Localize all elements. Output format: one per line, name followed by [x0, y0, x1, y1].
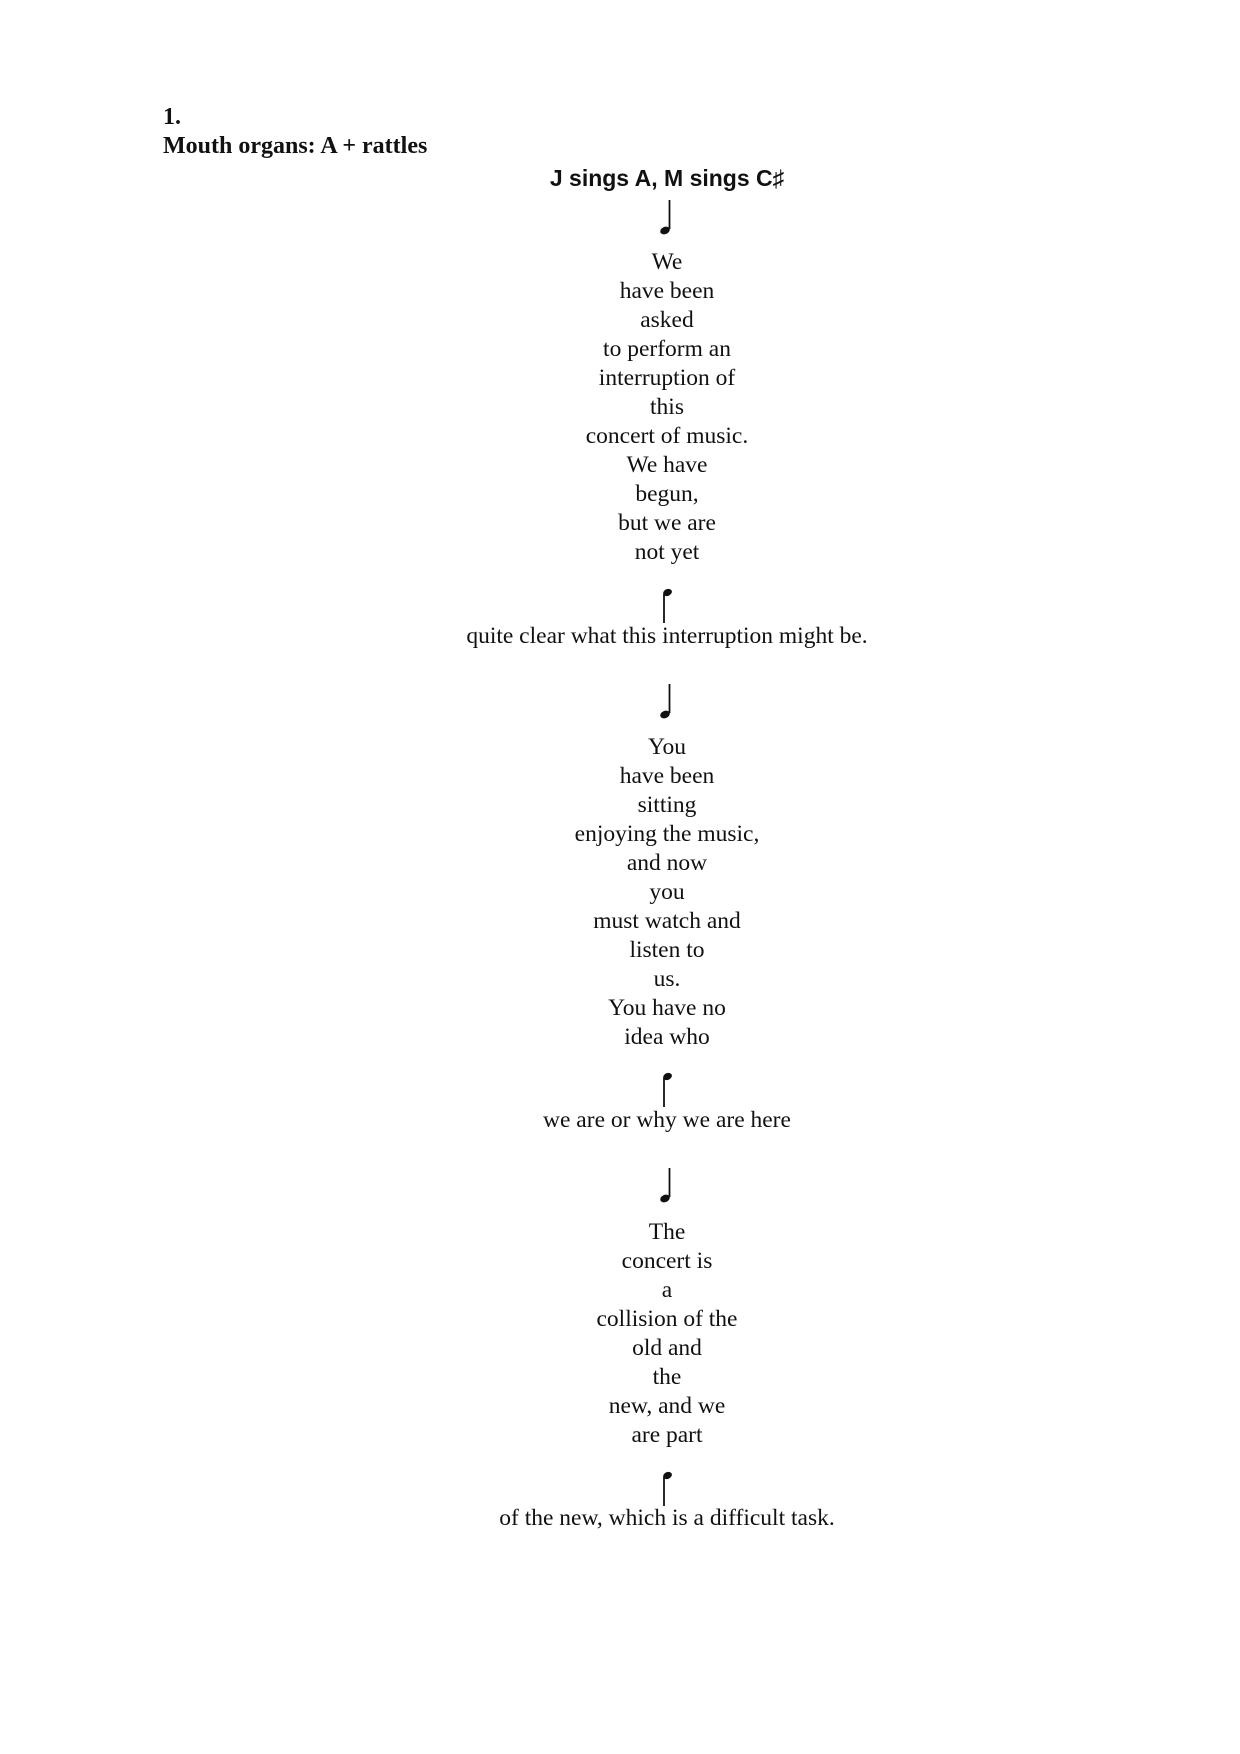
instrument-instruction: Mouth organs: A + rattles — [163, 133, 428, 159]
stanza-line: not yet — [634, 539, 700, 565]
stanza-line: asked — [640, 307, 694, 333]
stanza-line: new, and we — [608, 1393, 726, 1419]
stanza-line: enjoying the music, — [574, 821, 760, 847]
stanza-line: this — [650, 394, 684, 420]
stanza-line: concert of music. — [585, 423, 749, 449]
stanza-line: have been — [619, 763, 715, 789]
quarter-note-icon — [654, 198, 678, 238]
stanza-3-tail: of the new, which is a difficult task. — [499, 1505, 835, 1531]
stanza-3 — [0, 1218, 1240, 1450]
stanza-line: must watch and — [593, 908, 741, 934]
stanza-line: a — [661, 1277, 673, 1303]
quarter-note-up-icon — [654, 586, 678, 626]
stanza-line: old and — [632, 1335, 702, 1361]
singers-instruction: J sings A, M sings C♯ — [549, 165, 785, 191]
stanza-line: to perform an — [603, 336, 731, 362]
stanza-line: listen to — [629, 937, 705, 963]
stanza-line: idea who — [624, 1024, 710, 1050]
stanza-line: interruption of — [598, 365, 736, 391]
stanza-line: you — [649, 879, 685, 905]
stanza-line: We — [651, 249, 683, 275]
stanza-line: We have — [626, 452, 708, 478]
stanza-line: and now — [626, 850, 708, 876]
stanza-1 — [0, 248, 1240, 567]
stanza-line: collision of the — [596, 1306, 738, 1332]
stanza-line: have been — [619, 278, 715, 304]
stanza-line: begun, — [635, 481, 699, 507]
stanza-2-tail: we are or why we are here — [543, 1107, 791, 1133]
stanza-line: sitting — [637, 792, 697, 818]
stanza-2 — [0, 733, 1240, 1052]
quarter-note-icon — [654, 682, 678, 722]
quarter-note-up-icon — [654, 1070, 678, 1110]
section-number: 1. — [163, 104, 181, 130]
stanza-line: us. — [653, 966, 681, 992]
quarter-note-icon — [654, 1166, 678, 1206]
stanza-line: concert is — [621, 1248, 713, 1274]
stanza-line: You — [647, 734, 687, 760]
stanza-line: You have no — [608, 995, 726, 1021]
quarter-note-up-icon — [654, 1469, 678, 1509]
stanza-line: but we are — [618, 510, 716, 536]
stanza-line: The — [648, 1219, 686, 1245]
stanza-line: the — [652, 1364, 682, 1390]
stanza-line: are part — [631, 1422, 703, 1448]
stanza-1-tail: quite clear what this interruption might be. — [466, 623, 868, 649]
